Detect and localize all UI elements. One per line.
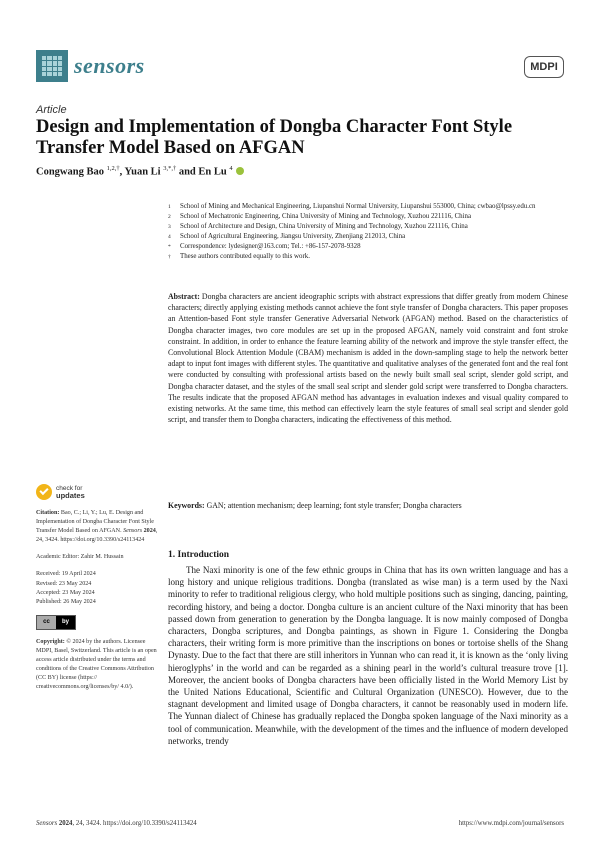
- affiliation-num: 3: [168, 224, 171, 230]
- citation: [36, 509, 158, 545]
- mdpi-logo-text: MDPI: [524, 56, 564, 78]
- author-list: Congwang Bao $^{1,2,\dagger}$, Yuan Li $^{3,*,\dagger}$ and En Lu $^4$: [36, 165, 244, 178]
- citation-journal: Sensors: [123, 528, 143, 535]
- copyright-label: Copyright:: [36, 638, 65, 645]
- received-date: Received: 19 April 2024: [36, 571, 96, 578]
- sidebar-info: [36, 509, 158, 700]
- article-type: Article: [36, 104, 67, 116]
- keywords: [168, 500, 568, 511]
- paper-title: Design and Implementation of Dongba Character Font Style Transfer Model Based on AFGAN: [36, 117, 513, 158]
- author-name: En Lu: [198, 166, 227, 178]
- affiliation-text: School of Architecture and Design, China University of Mining and Technology, Xuzhou 221116, China: [180, 223, 468, 230]
- affiliation-num: 2: [168, 214, 171, 220]
- affiliation-row: [168, 202, 568, 212]
- journal-logo: [36, 50, 145, 82]
- affiliation-row: [168, 212, 568, 222]
- footer-citation: [36, 820, 197, 827]
- keywords-label: Keywords:: [168, 501, 205, 510]
- abstract-text: Dongba characters are ancient ideographic scripts with abstract expressions that differ greatly from modern Chinese characters; directly applying existing methods cannot achieve the font style transfer of Dongba characters. This paper proposes an Attention-based Font style transfer Generative Adversarial Network (AFGAN) method. Based on the characteristics of Dongba character images, two core modules are set up in the proposed AFGAN, namely void constraint and font stroke constraint. In addition, in order to enhance the feature learning ability of the network and improve the style transfer effect, the Convolutional Block Attention Module (CBAM) mechanism is added in the down-sampling stage to help the network better adapt to input font images with different styles. The quantitative and qualitative analyses of the generated font and the real font were conducted by consulting with professional artists based on the newly built small seal script, slender gold script, and Dongba character dataset, and the styles of the small seal script and slender gold script were transferred to Dongba characters. The results indicate that the proposed AFGAN method has advantages in evaluation indexes and visual quality compared to existing networks. At the same time, this method can effectively learn the style features of small seal script and slender gold script, and transfer them to Dongba characters, indicating the effectiveness of this method.: [168, 292, 568, 425]
- footer-doi[interactable]: , 24, 3424. https://doi.org/10.3390/s24113424: [72, 820, 197, 827]
- affiliation-row: [168, 222, 568, 232]
- author-affil-sup: 4: [229, 165, 233, 172]
- accepted-date: Accepted: 23 May 2024: [36, 589, 95, 596]
- abstract: [168, 291, 568, 425]
- affiliation-text: School of Agricultural Engineering, Jiangsu University, Zhenjiang 212013, China: [180, 233, 406, 240]
- affiliation-row: [168, 232, 568, 242]
- by-icon: by: [56, 616, 75, 629]
- section-heading: 1. Introduction: [168, 550, 230, 560]
- dates: [36, 570, 158, 606]
- check-updates-badge[interactable]: [36, 484, 85, 500]
- citation-rest[interactable]: , 24, 3424. https://doi.org/10.3390/s24113424: [36, 528, 158, 544]
- citation-year: 2024: [143, 528, 156, 535]
- academic-editor: Academic Editor: Zahir M. Hussain: [36, 554, 124, 561]
- sensors-grid-icon: [36, 50, 68, 82]
- footer-journal: Sensors: [36, 820, 58, 827]
- author-affil-sup: 1,2,†: [106, 165, 120, 172]
- check-updates-icon: [36, 484, 52, 500]
- footer-url[interactable]: https://www.mdpi.com/journal/sensors: [458, 820, 564, 827]
- introduction-text: The Naxi minority is one of the few ethnic groups in China that has its own written language and has a long history and unique religious traditions. Dongba (translated as wise man) is a term used by the Naxi minority to refer to traditional religious clergy, who hold multiple positions such as singing, dancing, painting, recording history, and being a doctor. Dongba culture is an ancient culture of the Naxi minority that has been passed down from generation to generation by the Dongba language. It is now mainly composed of Dongba characters, Dongba scriptures, and Dongba paintings, as shown in Figure 1. Considering the Dongba characters, their writing form is more primitive than the inscriptions on bones or tortoise shells of the Shang Dynasty. Due to the fact that there are still inheritors in Yunnan who can read it, it is known as the ‘only living hieroglyphs’ in the world and can be regarded as a shining pearl in the world’s cultural treasure trove [1]. Moreover, the ancient books of Dongba characters have been officially listed in the World Memory List by the United Nations Educational, Scientific and Cultural Organization (UNESCO). However, due to the stagnant development and limited usage of Dongba characters, it cannot be reasonably used in modern life. The Yunnan dialect of Chinese has gradually replaced the Dongba spoken language of the Naxi minority as a tool of communication. Meanwhile, with the development of the times and the influence of modern developed networks, trendy: [168, 565, 568, 746]
- check-updates-line2: updates: [56, 490, 85, 500]
- affiliation-num: *: [168, 244, 171, 250]
- affiliation-text: These authors contributed equally to this work.: [180, 253, 310, 260]
- affiliation-num: 4: [168, 234, 171, 240]
- affiliation-text: School of Mining and Mechanical Engineering, Liupanshui Normal University, Liupanshui 553000, China; cwbao@lpssy.edu.cn: [180, 203, 536, 210]
- citation-label: Citation:: [36, 510, 60, 516]
- revised-date: Revised: 23 May 2024: [36, 580, 92, 587]
- cc-icon: cc: [37, 616, 56, 629]
- orcid-icon[interactable]: [236, 167, 244, 175]
- affiliations: [168, 202, 568, 262]
- affiliation-text: Correspondence: lydesigner@163.com; Tel.: +86-157-2078-9328: [180, 243, 361, 250]
- affiliation-num: 1: [168, 204, 171, 210]
- keywords-text: GAN; attention mechanism; deep learning; font style transfer; Dongba characters: [206, 501, 462, 510]
- published-date: Published: 26 May 2024: [36, 598, 96, 605]
- author-affil-sup: 3,*,†: [163, 165, 177, 172]
- affiliation-text: School of Mechatronic Engineering, China University of Mining and Technology, Xuzhou 221116, China: [180, 213, 472, 220]
- footer-year: 2024: [58, 820, 73, 827]
- check-updates-line1: check for: [56, 484, 83, 492]
- journal-name: sensors: [74, 53, 145, 78]
- copyright: [36, 638, 158, 693]
- citation-text: Bao, C.; Li, Y.; Lu, E. Design and Implementation of Dongba Character Font Style Transfer Model Based on AFGAN.: [36, 510, 154, 535]
- affiliation-row: [168, 242, 568, 252]
- author-name: Congwang Bao: [36, 166, 104, 178]
- abstract-label: Abstract:: [168, 292, 200, 301]
- copyright-text: © 2024 by the authors. Licensee MDPI, Basel, Switzerland. This article is an open access article distributed under the terms and conditions of the Creative Commons Attribution (CC BY) license (https:// creativecommons.org/licenses/by/ 4.0/).: [36, 638, 157, 691]
- author-name: Yuan Li: [124, 166, 161, 178]
- affiliation-num: †: [168, 254, 171, 260]
- cc-by-logo: [36, 615, 76, 630]
- publisher-logo: [524, 56, 564, 78]
- affiliation-row: [168, 252, 568, 262]
